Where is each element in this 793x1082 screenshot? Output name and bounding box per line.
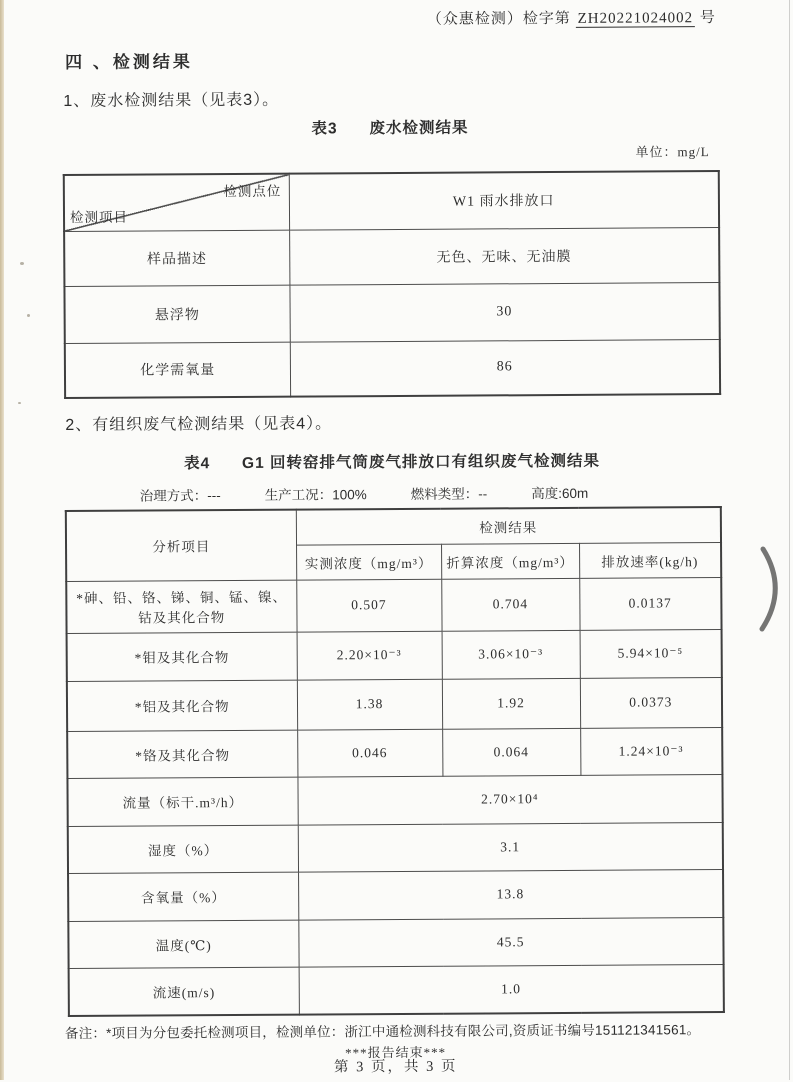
table4-row-label: *铝及其化合物 (67, 680, 297, 731)
table4-cell-measured: 0.507 (296, 579, 441, 632)
subsection-1-title: 1、废水检测结果（见表3）。 (63, 91, 280, 111)
table3-title: 表3 废水检测结果 (311, 119, 469, 138)
report-ref-prefix: （众惠检测）检字第 (426, 10, 571, 28)
section-title: 四 、检测结果 (65, 52, 193, 73)
table4-cell-converted: 0.064 (442, 728, 580, 776)
table4-span-value: 1.0 (299, 964, 724, 1015)
table-row (67, 629, 722, 681)
table4-conditions (140, 481, 720, 505)
table4-row-label: 温度(℃) (68, 920, 298, 968)
table4-title: 表4 G1 回转窑排气筒废气排放口有组织废气检测结果 (183, 452, 601, 473)
table-row (64, 227, 719, 286)
report-end-marker: ***报告结束*** (345, 1044, 447, 1061)
condition-production: 生产工况：100% (264, 487, 367, 503)
table4-cell-converted: 3.06×10⁻³ (442, 630, 580, 679)
condition-treatment: 治理方式：--- (139, 488, 221, 504)
scan-speck (20, 262, 24, 265)
table-row (68, 822, 723, 873)
table-row (65, 339, 720, 398)
table3-row-value: 30 (289, 282, 719, 342)
report-reference-number (427, 6, 716, 29)
table3-row-value: 无色、无味、无油膜 (289, 227, 719, 285)
table3-row-label: 悬浮物 (64, 285, 289, 343)
table4-analysis-header: 分析项目 (66, 510, 296, 581)
report-ref-code: ZH20221024002 (576, 10, 696, 28)
table4-span-value: 13.8 (298, 869, 723, 920)
table4-rate-header: 排放速率(kg/h) (579, 542, 721, 578)
table4-cell-rate: 0.0137 (579, 577, 721, 630)
scan-speck (18, 402, 21, 404)
table4-cell-rate: 5.94×10⁻⁵ (580, 629, 722, 678)
table4-row-label: 流量（标干.m³/h） (67, 777, 297, 826)
scan-speck (27, 314, 30, 317)
footnote: 备注：*项目为分包委托检测项目，检测单位：浙江中通检测科技有限公司,资质证书编号151121341561。 (64, 1022, 701, 1042)
table4-cell-measured: 2.20×10⁻³ (297, 631, 442, 680)
table3-unit-label: 单位：mg/L (635, 144, 710, 160)
table4-span-value: 3.1 (298, 822, 723, 872)
table3-corner-item-label: 检测项目 (69, 209, 129, 225)
scan-edge-line (789, 0, 790, 1080)
table3-row-value: 86 (290, 339, 720, 397)
table4-cell-rate: 0.0373 (580, 677, 722, 728)
exhaust-gas-results-table (65, 506, 725, 1017)
table4-row-label: *钼及其化合物 (67, 632, 297, 681)
table4-cell-measured: 0.046 (297, 729, 442, 777)
wastewater-results-table (63, 170, 721, 399)
table4-measured-header: 实测浓度（mg/m³） (296, 544, 441, 580)
table4-converted-header: 折算浓度（mg/m³） (441, 543, 579, 579)
scan-edge-artifact (0, 0, 4, 1080)
subsection-2-title: 2、有组织废气检测结果（见表4）。 (65, 415, 333, 435)
table4-cell-rate: 1.24×10⁻³ (580, 727, 722, 775)
table3-corner-cell (64, 174, 289, 231)
table4-cell-converted: 1.92 (442, 678, 580, 729)
condition-height: 高度:60m (531, 485, 589, 502)
table-row (66, 577, 721, 633)
table-row (67, 774, 722, 826)
table4-cell-measured: 1.38 (297, 679, 442, 730)
table-row (69, 964, 724, 1016)
table4-result-header: 检测结果 (296, 507, 721, 545)
table-row (68, 869, 723, 921)
condition-fuel: 燃料类型：-- (410, 486, 488, 502)
table3-row-label: 样品描述 (64, 230, 289, 286)
pen-bracket-mark (759, 546, 787, 637)
table4-row-label: *铬及其化合物 (67, 730, 297, 778)
page-number: 第 3 页，共 3 页 (333, 1058, 458, 1076)
table-row (67, 677, 722, 731)
table4-span-value: 45.5 (298, 917, 723, 967)
table4-cell-converted: 0.704 (441, 578, 579, 631)
table4-row-label: 含氧量（%） (68, 872, 298, 921)
table3-point-header: W1 雨水排放口 (289, 171, 719, 230)
table-row (64, 282, 719, 343)
table4-span-value: 2.70×10⁴ (297, 774, 722, 825)
report-ref-suffix: 号 (699, 10, 716, 27)
table4-row-label: *砷、铅、铬、锑、铜、锰、镍、钴及其化合物 (66, 580, 296, 633)
table4-row-label: 流速(m/s) (69, 967, 299, 1016)
table3-corner-point-label: 检测点位 (223, 183, 282, 200)
table3-row-label: 化学需氧量 (65, 342, 290, 398)
table-row (67, 727, 722, 778)
table-row (68, 917, 723, 968)
table4-row-label: 湿度（%） (68, 825, 298, 873)
